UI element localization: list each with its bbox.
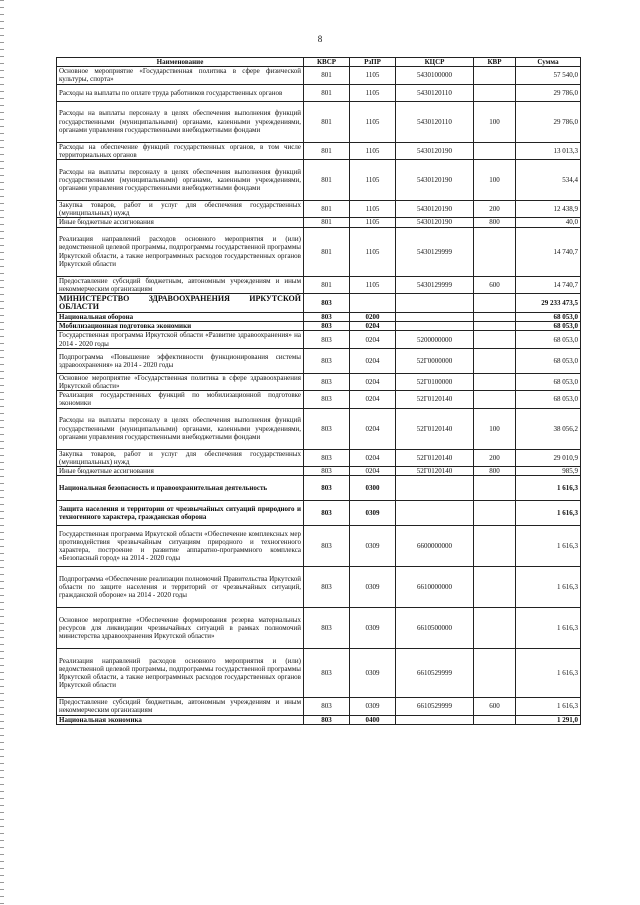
- cell-kvsr: 803: [304, 608, 350, 649]
- cell-kvr: [474, 501, 516, 526]
- cell-rzpr: 0204: [350, 348, 396, 373]
- cell-kvr: 100: [474, 408, 516, 449]
- cell-sum: 1 616,3: [516, 526, 581, 567]
- table-row: [57, 227, 581, 276]
- cell-sum: 29 233 473,5: [516, 294, 581, 313]
- cell-rzpr: 0309: [350, 526, 396, 567]
- scan-edge-marks: [0, 0, 4, 905]
- cell-sum: 1 616,3: [516, 501, 581, 526]
- cell-name: Национальная безопасность и правоохранительная деятельность: [57, 476, 304, 501]
- cell-kcsr: 5430129999: [396, 227, 474, 276]
- cell-rzpr: 0204: [350, 467, 396, 476]
- cell-kvsr: 803: [304, 501, 350, 526]
- cell-kvr: 100: [474, 101, 516, 142]
- table-row: [57, 567, 581, 608]
- cell-name: Предоставление субсидий бюджетным, автономным учреждениям и иным некоммерческим организациям: [57, 276, 304, 293]
- cell-kvsr: 801: [304, 160, 350, 201]
- cell-kvsr: 803: [304, 467, 350, 476]
- cell-rzpr: 1105: [350, 142, 396, 159]
- cell-kvr: 200: [474, 201, 516, 218]
- cell-name: Подпрограмма «Обеспечение реализации полномочий Правительства Иркутской области по защите населения и территорий от чрезвычайных ситуаций, гражданской обороне» на 2014 - 2020 годы: [57, 567, 304, 608]
- cell-rzpr: 0400: [350, 715, 396, 724]
- table-header: [57, 58, 581, 67]
- cell-kvsr: 803: [304, 348, 350, 373]
- cell-kcsr: 6610529999: [396, 649, 474, 698]
- cell-rzpr: 1105: [350, 218, 396, 227]
- cell-name: Мобилизационная подготовка экономики: [57, 322, 304, 331]
- cell-kvsr: 803: [304, 449, 350, 466]
- page-number: 8: [317, 34, 323, 44]
- cell-kvsr: 801: [304, 276, 350, 293]
- table-row: [57, 101, 581, 142]
- cell-kvr: [474, 67, 516, 84]
- table-row: [57, 331, 581, 348]
- cell-kcsr: [396, 313, 474, 322]
- cell-kcsr: 5430120190: [396, 201, 474, 218]
- table-row: [57, 322, 581, 331]
- cell-kvr: 600: [474, 276, 516, 293]
- table-row: [57, 715, 581, 724]
- cell-kvr: [474, 567, 516, 608]
- cell-rzpr: 0200: [350, 313, 396, 322]
- cell-kvr: 600: [474, 698, 516, 715]
- cell-rzpr: 0204: [350, 373, 396, 390]
- cell-rzpr: [350, 294, 396, 313]
- cell-rzpr: 1105: [350, 67, 396, 84]
- cell-kvsr: 801: [304, 227, 350, 276]
- cell-kvsr: 803: [304, 649, 350, 698]
- table-row: [57, 373, 581, 390]
- cell-rzpr: 1105: [350, 201, 396, 218]
- cell-kcsr: 6610000000: [396, 567, 474, 608]
- header-name: Наименование: [57, 58, 304, 67]
- table-row: [57, 313, 581, 322]
- cell-kvr: [474, 526, 516, 567]
- cell-kcsr: 5430120110: [396, 101, 474, 142]
- cell-name: Иные бюджетные ассигнования: [57, 218, 304, 227]
- cell-name: Расходы на выплаты по оплате труда работников государственных органов: [57, 84, 304, 101]
- table-row: [57, 201, 581, 218]
- cell-kvr: 100: [474, 160, 516, 201]
- table-row: [57, 294, 581, 313]
- cell-kvsr: 801: [304, 67, 350, 84]
- cell-sum: 1 616,3: [516, 649, 581, 698]
- cell-rzpr: 0204: [350, 322, 396, 331]
- cell-kcsr: [396, 501, 474, 526]
- cell-name: Основное мероприятие «Государственная политика в сфере здравоохранения Иркутской области»: [57, 373, 304, 390]
- cell-sum: 1 616,3: [516, 698, 581, 715]
- cell-kvsr: 803: [304, 313, 350, 322]
- cell-name: Реализация государственных функций по мобилизационной подготовке экономики: [57, 391, 304, 408]
- table-row: [57, 391, 581, 408]
- cell-rzpr: 0204: [350, 391, 396, 408]
- cell-sum: 14 740,7: [516, 227, 581, 276]
- cell-name: Расходы на обеспечение функций государственных органов, в том числе территориальных органов: [57, 142, 304, 159]
- cell-sum: 68 053,0: [516, 331, 581, 348]
- cell-kvsr: 803: [304, 476, 350, 501]
- cell-sum: 40,0: [516, 218, 581, 227]
- cell-rzpr: 1105: [350, 227, 396, 276]
- cell-kcsr: 6600000000: [396, 526, 474, 567]
- cell-sum: 13 013,3: [516, 142, 581, 159]
- cell-sum: 68 053,0: [516, 322, 581, 331]
- table-row: [57, 449, 581, 466]
- cell-sum: 534,4: [516, 160, 581, 201]
- cell-rzpr: 0309: [350, 608, 396, 649]
- header-row: [57, 58, 581, 67]
- cell-kvr: [474, 715, 516, 724]
- cell-kvr: [474, 227, 516, 276]
- cell-rzpr: 0204: [350, 449, 396, 466]
- header-kcsr: КЦСР: [396, 58, 474, 67]
- cell-kvsr: 801: [304, 101, 350, 142]
- cell-kvsr: 801: [304, 84, 350, 101]
- cell-kvsr: 803: [304, 294, 350, 313]
- cell-name: Расходы на выплаты персоналу в целях обеспечения выполнения функций государственными (муниципальными) органами, казенными учреждениями, органами управления государственными внебюджетными фондами: [57, 160, 304, 201]
- table-row: [57, 142, 581, 159]
- cell-kvsr: 803: [304, 567, 350, 608]
- cell-name: Национальная экономика: [57, 715, 304, 724]
- cell-name: МИНИСТЕРСТВО ЗДРАВООХРАНЕНИЯ ИРКУТСКОЙ ОБЛАСТИ: [57, 294, 304, 313]
- cell-rzpr: 0309: [350, 698, 396, 715]
- cell-sum: 985,9: [516, 467, 581, 476]
- cell-kvr: [474, 84, 516, 101]
- cell-name: Основное мероприятие «Государственная политика в сфере физической культуры, спорта»: [57, 67, 304, 84]
- cell-sum: 29 010,9: [516, 449, 581, 466]
- cell-kvsr: 803: [304, 391, 350, 408]
- table-row: [57, 218, 581, 227]
- cell-kvr: 800: [474, 467, 516, 476]
- cell-sum: 1 616,3: [516, 476, 581, 501]
- table-row: [57, 348, 581, 373]
- cell-kcsr: [396, 322, 474, 331]
- cell-kvr: [474, 373, 516, 390]
- cell-kvr: [474, 391, 516, 408]
- header-kvsr: КВСР: [304, 58, 350, 67]
- cell-sum: 29 786,0: [516, 101, 581, 142]
- cell-kcsr: 6610500000: [396, 608, 474, 649]
- cell-kvsr: 803: [304, 373, 350, 390]
- cell-kvr: [474, 294, 516, 313]
- table-row: [57, 608, 581, 649]
- cell-kvr: 800: [474, 218, 516, 227]
- cell-kcsr: 5430120190: [396, 160, 474, 201]
- cell-kcsr: 5430120190: [396, 218, 474, 227]
- cell-kcsr: 5430100000: [396, 67, 474, 84]
- cell-kvr: [474, 322, 516, 331]
- header-kvr: КВР: [474, 58, 516, 67]
- cell-kcsr: 52Г0120140: [396, 467, 474, 476]
- cell-name: Реализация направлений расходов основного мероприятия и (или) ведомственной целевой программы, подпрограммы государственной программы Иркутской области, а также непрограммных расходов государственных органов Иркутской области: [57, 649, 304, 698]
- cell-kcsr: [396, 476, 474, 501]
- cell-sum: 68 053,0: [516, 348, 581, 373]
- cell-kvsr: 803: [304, 698, 350, 715]
- cell-kcsr: 5430120110: [396, 84, 474, 101]
- cell-sum: 1 616,3: [516, 567, 581, 608]
- cell-rzpr: 0309: [350, 567, 396, 608]
- cell-rzpr: 0204: [350, 331, 396, 348]
- cell-name: Расходы на выплаты персоналу в целях обеспечения выполнения функций государственными (муниципальными) органами, казенными учреждениями, органами управления государственными внебюджетными фондами: [57, 408, 304, 449]
- cell-name: Защита населения и территории от чрезвычайных ситуаций природного и техногенного характера, гражданская оборона: [57, 501, 304, 526]
- cell-kcsr: [396, 294, 474, 313]
- cell-name: Подпрограмма «Повышение эффективности функционирования системы здравоохранения» на 2014 - 2020 годы: [57, 348, 304, 373]
- cell-kvr: [474, 331, 516, 348]
- table-row: [57, 526, 581, 567]
- cell-name: Закупка товаров, работ и услуг для обеспечения государственных (муниципальных) нужд: [57, 201, 304, 218]
- cell-name: Национальная оборона: [57, 313, 304, 322]
- cell-kcsr: 52Г0120140: [396, 391, 474, 408]
- cell-kvsr: 803: [304, 715, 350, 724]
- cell-kcsr: 52Г0120140: [396, 449, 474, 466]
- cell-sum: 68 053,0: [516, 373, 581, 390]
- cell-kvr: [474, 476, 516, 501]
- budget-table: [56, 57, 581, 725]
- cell-sum: 1 291,0: [516, 715, 581, 724]
- cell-rzpr: 0204: [350, 408, 396, 449]
- table-row: [57, 501, 581, 526]
- table-row: [57, 408, 581, 449]
- cell-rzpr: 0309: [350, 649, 396, 698]
- header-rzpr: РзПР: [350, 58, 396, 67]
- cell-name: Государственная программа Иркутской области «Обеспечение комплексных мер противодействия чрезвычайным ситуациям природного и техногенного характера, построение и развитие аппаратно-программного комплекса «Безопасный город» на 2014 - 2020 годы: [57, 526, 304, 567]
- cell-kvr: 200: [474, 449, 516, 466]
- cell-name: Иные бюджетные ассигнования: [57, 467, 304, 476]
- cell-name: Государственная программа Иркутской области «Развитие здравоохранения» на 2014 - 2020 годы: [57, 331, 304, 348]
- table-body: [57, 67, 581, 725]
- cell-rzpr: 0309: [350, 501, 396, 526]
- cell-kcsr: 52Г0100000: [396, 373, 474, 390]
- cell-kvsr: 803: [304, 331, 350, 348]
- cell-kvsr: 801: [304, 218, 350, 227]
- table-row: [57, 476, 581, 501]
- cell-name: Основное мероприятие «Обеспечение формирования резерва материальных ресурсов для ликвидации чрезвычайных ситуаций в рамках полномочий министерства здравоохранения Иркутской области»: [57, 608, 304, 649]
- cell-sum: 68 053,0: [516, 391, 581, 408]
- table-row: [57, 649, 581, 698]
- cell-kvr: [474, 348, 516, 373]
- cell-kcsr: 52Г0000000: [396, 348, 474, 373]
- cell-kcsr: 52Г0120140: [396, 408, 474, 449]
- table-row: [57, 467, 581, 476]
- cell-sum: 14 740,7: [516, 276, 581, 293]
- table-row: [57, 160, 581, 201]
- cell-kcsr: 5200000000: [396, 331, 474, 348]
- cell-sum: 57 540,0: [516, 67, 581, 84]
- cell-sum: 1 616,3: [516, 608, 581, 649]
- cell-kcsr: [396, 715, 474, 724]
- cell-sum: 12 438,9: [516, 201, 581, 218]
- cell-rzpr: 1105: [350, 160, 396, 201]
- cell-name: Предоставление субсидий бюджетным, автономным учреждениям и иным некоммерческим организациям: [57, 698, 304, 715]
- cell-rzpr: 0300: [350, 476, 396, 501]
- table-row: [57, 67, 581, 84]
- cell-name: Реализация направлений расходов основного мероприятия и (или) ведомственной целевой программы, подпрограммы государственной программы Иркутской области, а также непрограммных расходов государственных органов Иркутской области: [57, 227, 304, 276]
- cell-kcsr: 6610529999: [396, 698, 474, 715]
- cell-kvr: [474, 649, 516, 698]
- cell-kvr: [474, 608, 516, 649]
- cell-kvsr: 803: [304, 322, 350, 331]
- cell-kcsr: 5430129999: [396, 276, 474, 293]
- cell-name: Закупка товаров, работ и услуг для обеспечения государственных (муниципальных) нужд: [57, 449, 304, 466]
- cell-sum: 38 056,2: [516, 408, 581, 449]
- cell-kcsr: 5430120190: [396, 142, 474, 159]
- cell-kvr: [474, 313, 516, 322]
- cell-sum: 29 786,0: [516, 84, 581, 101]
- table-row: [57, 276, 581, 293]
- cell-rzpr: 1105: [350, 276, 396, 293]
- cell-kvsr: 801: [304, 142, 350, 159]
- table-row: [57, 698, 581, 715]
- cell-kvsr: 801: [304, 201, 350, 218]
- header-sum: Сумма: [516, 58, 581, 67]
- cell-kvr: [474, 142, 516, 159]
- cell-sum: 68 053,0: [516, 313, 581, 322]
- cell-kvsr: 803: [304, 526, 350, 567]
- cell-name: Расходы на выплаты персоналу в целях обеспечения выполнения функций государственными (муниципальными) органами, казенными учреждениями, органами управления государственными внебюджетными фондами: [57, 101, 304, 142]
- cell-rzpr: 1105: [350, 101, 396, 142]
- cell-rzpr: 1105: [350, 84, 396, 101]
- table-row: [57, 84, 581, 101]
- cell-kvsr: 803: [304, 408, 350, 449]
